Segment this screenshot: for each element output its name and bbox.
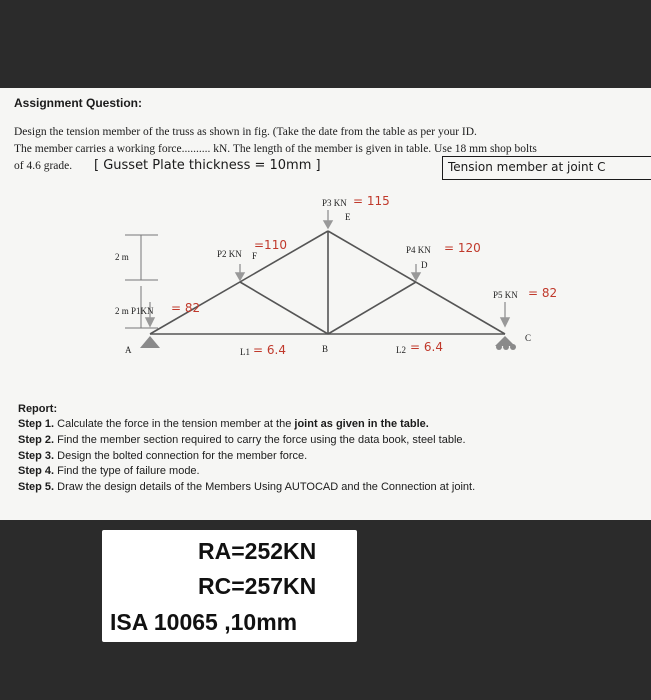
report-step-5: Step 5. Draw the design details of the Members Using AUTOCAD and the Connection at joint. xyxy=(18,481,476,493)
report-step-2: Step 2. Find the member section required to carry the force using the data book, steel table. xyxy=(18,434,466,446)
dimension-top-label: 2 m xyxy=(115,252,129,262)
joint-a-label: A xyxy=(125,345,132,355)
p4-label: P4 KN xyxy=(406,245,431,255)
report-step-4: Step 4. Find the type of failure mode. xyxy=(18,465,200,477)
diagonal-left xyxy=(240,282,328,334)
description-line-3: of 4.6 grade. xyxy=(14,160,73,172)
p3-label: P3 KN xyxy=(322,198,347,208)
p1-label: 2 m P1KN xyxy=(115,306,154,316)
p2-label: P2 KN xyxy=(217,249,242,259)
section-result: ISA 10065 ,10mm xyxy=(110,609,298,635)
p3-value: = 115 xyxy=(353,194,390,208)
report-step-3: Step 3. Design the bolted connection for the member force. xyxy=(18,450,308,462)
l1-label: L1 xyxy=(240,347,250,357)
reaction-c: RC=257KN xyxy=(198,573,317,599)
joint-c-label: C xyxy=(525,333,532,343)
description-line-1: Design the tension member of the truss as shown in fig. (Take the date from the table as per your ID. xyxy=(14,126,477,138)
reaction-a: RA=252KN xyxy=(198,538,317,564)
assignment-photo xyxy=(0,88,651,520)
l2-value: = 6.4 xyxy=(410,340,443,354)
p2-value: =110 xyxy=(254,238,287,252)
p1-value: = 82 xyxy=(171,301,201,315)
joint-e-label: E xyxy=(345,212,351,222)
joint-f-label: F xyxy=(252,251,258,261)
report-step-1: Step 1. Calculate the force in the tension member at the joint as given in the table. xyxy=(18,418,429,430)
joint-b-label: B xyxy=(322,344,329,354)
p5-label: P5 KN xyxy=(493,290,518,300)
pin-support-a xyxy=(140,336,160,348)
assignment-heading: Assignment Question: xyxy=(14,96,143,110)
gusset-plate-note: [ Gusset Plate thickness = 10mm ] xyxy=(94,158,321,173)
p4-value: = 120 xyxy=(444,241,481,255)
diagonal-right xyxy=(328,282,416,334)
report-title: Report: xyxy=(18,403,58,415)
l1-value: = 6.4 xyxy=(253,343,286,357)
l2-label: L2 xyxy=(396,345,406,355)
description-line-2: The member carries a working force.......... kN. The length of the member is given in table. Use 18 mm shop bolts xyxy=(14,143,537,155)
roller-support-c xyxy=(495,336,516,350)
p5-value: = 82 xyxy=(528,286,558,300)
joint-d-label: D xyxy=(421,260,428,270)
tension-member-note: Tension member at joint C xyxy=(448,160,606,174)
